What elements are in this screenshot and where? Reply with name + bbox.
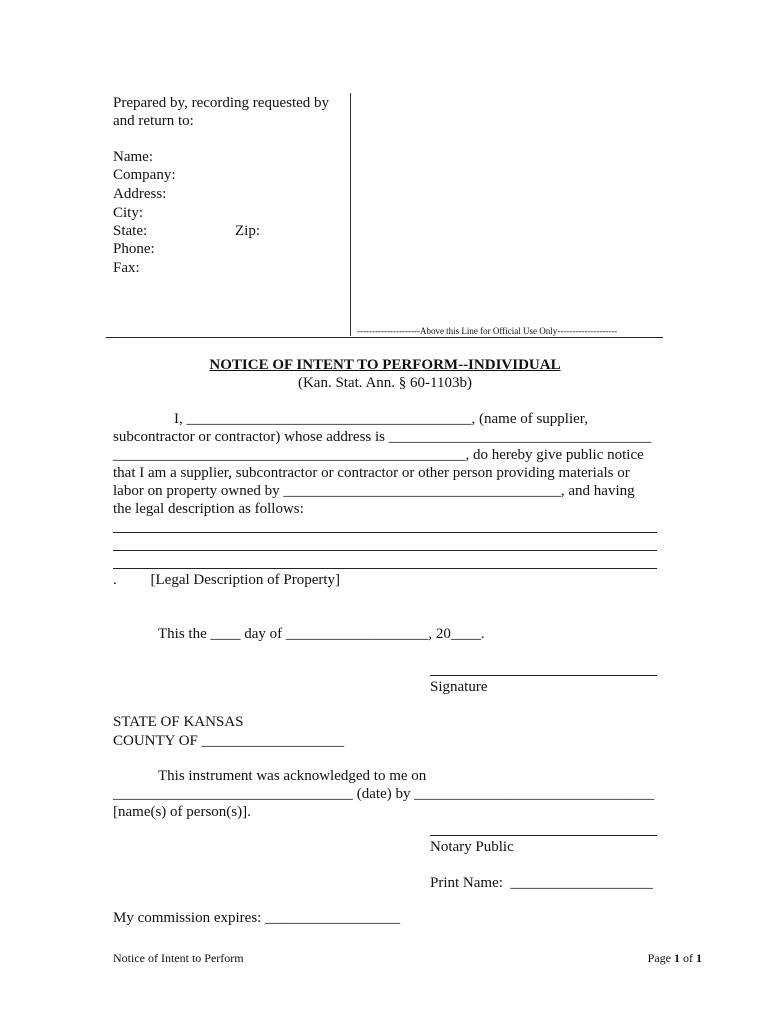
acknowledged-date-line: ________________________________ (date) by ________________________________	[113, 786, 655, 802]
company-label: Company:	[113, 167, 176, 183]
body-line-1: I, ______________________________________, (name of supplier,	[174, 411, 588, 427]
signature-label: Signature	[430, 679, 488, 695]
official-use-line: ---------------------Above this Line for Official Use Only--------------------	[357, 326, 618, 336]
body-line-5: labor on property owned by _____________________________________, and having	[113, 483, 635, 499]
fax-label: Fax:	[113, 260, 140, 276]
notary-public-label: Notary Public	[430, 839, 514, 855]
statute-reference: (Kan. Stat. Ann. § 60-1103b)	[297, 375, 472, 391]
notary-signature-line	[430, 835, 657, 836]
state-of-kansas: STATE OF KANSAS	[113, 714, 244, 730]
print-name-line: Print Name: ___________________	[430, 875, 653, 891]
prepared-by-line1: Prepared by, recording requested by	[113, 95, 330, 111]
header-divider-horizontal	[106, 337, 663, 338]
body-line-6: the legal description as follows:	[113, 501, 304, 517]
body-line-3: _______________________________________________, do hereby give public notice	[113, 447, 644, 463]
body-line-4: that I am a supplier, subcontractor or contractor or other person providing materials or	[113, 465, 630, 481]
phone-label: Phone:	[113, 241, 155, 257]
footer-title: Notice of Intent to Perform	[113, 951, 244, 965]
document-title: NOTICE OF INTENT TO PERFORM--INDIVIDUAL	[209, 357, 561, 373]
signature-line	[430, 675, 657, 676]
city-label: City:	[113, 205, 144, 221]
page-total: 1	[696, 951, 702, 965]
footer-page-number	[560, 949, 702, 967]
state-label: State:	[113, 223, 148, 239]
legal-description-caption: . [Legal Description of Property]	[113, 572, 341, 588]
body-line-2: subcontractor or contractor) whose address is ___________________________________	[113, 429, 652, 445]
legal-description-line-1	[113, 532, 657, 533]
commission-expires-line: My commission expires: __________________	[113, 910, 401, 926]
of-word: of	[680, 951, 696, 965]
acknowledged-text: This instrument was acknowledged to me on	[158, 768, 427, 784]
prepared-by-line2: and return to:	[113, 113, 194, 129]
page-current: 1	[674, 951, 680, 965]
name-label: Name:	[113, 149, 153, 165]
county-of: COUNTY OF ___________________	[113, 733, 345, 749]
header-divider-vertical	[350, 93, 351, 336]
date-line: This the ____ day of ___________________, 20____.	[158, 626, 485, 642]
persons-line: [name(s) of person(s)].	[113, 804, 251, 820]
legal-description-line-2	[113, 550, 657, 551]
page-word: Page	[647, 951, 674, 965]
legal-description-line-3	[113, 568, 657, 569]
zip-label: Zip:	[235, 223, 260, 239]
address-label: Address:	[113, 186, 167, 202]
